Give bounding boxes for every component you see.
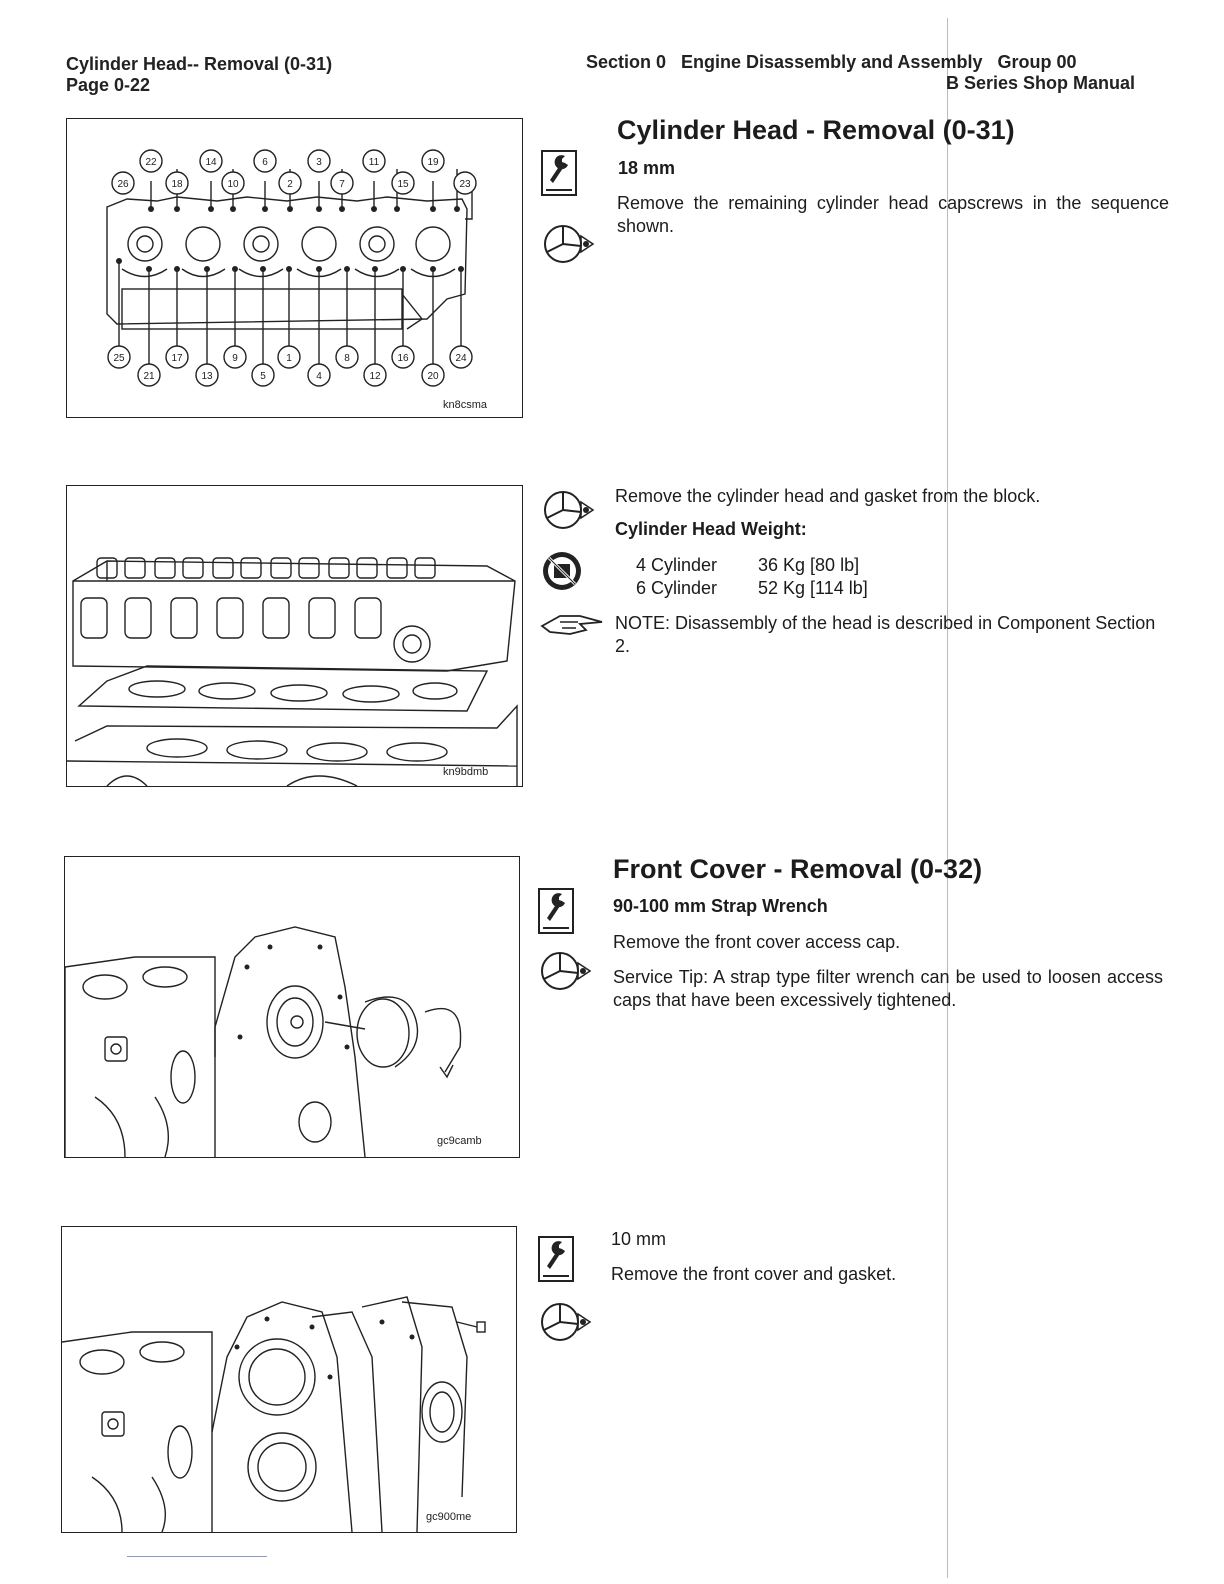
- seq-number: 16: [397, 353, 409, 364]
- seq-number: 7: [339, 179, 345, 190]
- seq-number: 17: [171, 353, 183, 364]
- step-text: Remove the front cover and gasket.: [611, 1264, 897, 1284]
- figure-code: kn8csma: [443, 399, 488, 411]
- remove-pie-icon: [538, 945, 596, 995]
- seq-number: 5: [260, 371, 266, 382]
- seq-number: 19: [427, 157, 439, 168]
- cylinder-head-lift-drawing: [67, 486, 522, 786]
- seq-number: 15: [397, 179, 409, 190]
- seq-number: 24: [455, 353, 467, 364]
- seq-number: 11: [368, 157, 380, 168]
- weight-row-value: 52 Kg [114 lb]: [758, 578, 868, 598]
- capscrew-sequence-figure: [66, 118, 523, 418]
- head-gasket-figure: [66, 485, 523, 787]
- note-hand-icon: [540, 612, 604, 638]
- seq-number: 20: [427, 371, 439, 382]
- cylinder-head-top-view-drawing: [67, 119, 522, 417]
- seq-number: 22: [145, 157, 157, 168]
- remove-pie-icon: [541, 484, 599, 534]
- header-page-number: Page 0-22: [66, 75, 151, 95]
- remove-pie-icon: [541, 218, 599, 268]
- header-section: Section 0 Engine Disassembly and Assembly Group 00: [586, 52, 1077, 72]
- weight-row-value: 36 Kg [80 lb]: [758, 555, 860, 575]
- note-text: NOTE: Disassembly of the head is described in Component Section 2.: [615, 613, 1156, 656]
- weight-row-6cyl: [636, 577, 868, 600]
- scan-fold-line: [947, 18, 948, 1578]
- seq-number: 26: [117, 179, 129, 190]
- front-cover-exploded-drawing: [62, 1227, 516, 1532]
- weight-row-4cyl: [636, 554, 859, 577]
- seq-number: 1: [286, 353, 292, 364]
- weight-label: Cylinder Head Weight:: [615, 519, 807, 539]
- wrench-icon: [538, 1236, 574, 1282]
- front-cover-cap-drawing: [65, 857, 519, 1157]
- seq-number: 18: [171, 179, 183, 190]
- seq-number: 12: [369, 371, 381, 382]
- service-tip-text: Service Tip: A strap type filter wrench can be used to loosen access caps that have been excessively tightened.: [613, 967, 1163, 1010]
- seq-number: 2: [287, 179, 293, 190]
- tool-size: 10 mm: [611, 1229, 667, 1249]
- step-text: Remove the front cover access cap.: [613, 932, 901, 952]
- seq-number: 21: [143, 371, 155, 382]
- seq-number: 4: [316, 371, 322, 382]
- footer-rule: [127, 1556, 267, 1557]
- header-left-title: Cylinder Head-- Removal (0-31): [66, 54, 333, 74]
- weight-row-label: 4 Cylinder: [636, 555, 718, 575]
- wrench-icon: [541, 150, 577, 196]
- access-cap-figure: [64, 856, 520, 1158]
- wrench-icon: [538, 888, 574, 934]
- remove-pie-icon: [538, 1296, 596, 1346]
- tool-size: 18 mm: [618, 158, 676, 178]
- step-text: Remove the cylinder head and gasket from the block.: [615, 486, 1041, 506]
- tool-name: 90-100 mm Strap Wrench: [613, 896, 828, 916]
- seq-number: 25: [113, 353, 125, 364]
- front-cover-gasket-figure: [61, 1226, 517, 1533]
- seq-number: 8: [344, 353, 350, 364]
- figure-code: gc900me: [426, 1511, 472, 1523]
- seq-number: 10: [227, 179, 239, 190]
- seq-number: 9: [232, 353, 238, 364]
- weight-row-label: 6 Cylinder: [636, 578, 718, 598]
- header-manual: B Series Shop Manual: [946, 73, 1136, 93]
- seq-number: 6: [262, 157, 268, 168]
- seq-number: 14: [205, 157, 217, 168]
- figure-code: kn9bdmb: [443, 766, 489, 778]
- figure-code: gc9camb: [437, 1135, 482, 1147]
- heavy-weight-warning-icon: [541, 550, 583, 592]
- front-cover-removal-heading: Front Cover - Removal (0-32): [613, 854, 983, 884]
- cylinder-head-removal-heading: Cylinder Head - Removal (0-31): [617, 115, 1015, 145]
- seq-number: 3: [316, 157, 322, 168]
- seq-number: 13: [201, 371, 213, 382]
- seq-number: 23: [459, 179, 471, 190]
- step-text: Remove the remaining cylinder head capscrews in the sequence shown.: [617, 193, 1169, 236]
